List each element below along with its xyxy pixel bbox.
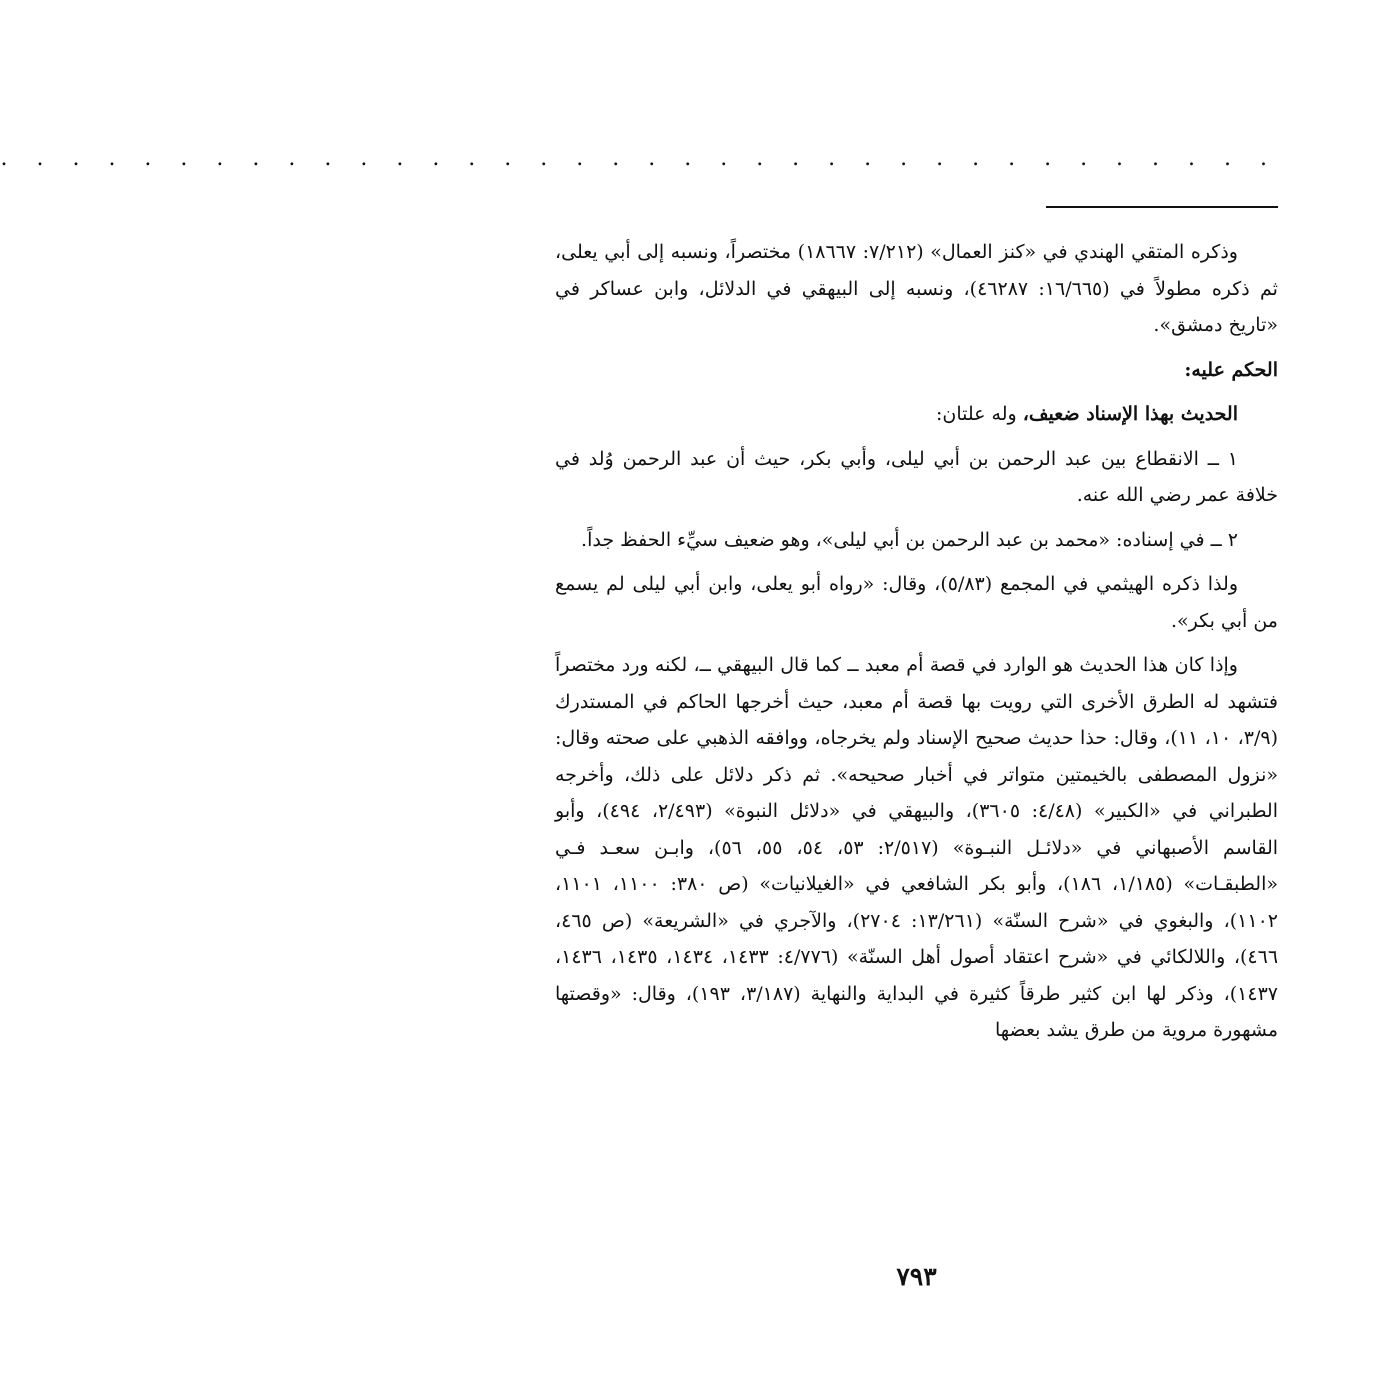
paragraph-reason-2: ٢ ــ في إسناده: «محمد بن عبد الرحمن بن أبي ليلى»، وهو ضعيف سيِّء الحفظ جداً. bbox=[581, 528, 1238, 551]
ruling-bold-text: الحديث بهذا الإسناد ضعيف، bbox=[1022, 403, 1238, 425]
paragraph-citation: وذكره المتقي الهندي في «كنز العمال» (٧/٢١٢: ١٨٦٦٧) مختصراً، ونسبه إلى أبي يعلى، ثم ذكره مطولاً في (١٦/٦٦٥: ٤٦٢٨٧)، ونسبه إلى البيهقي في الدلائل، وابن عساكر في «تاريخ دمشق». bbox=[555, 241, 1278, 336]
section-heading: الحكم عليه: bbox=[1184, 358, 1278, 381]
page-number: ٧٩٣ bbox=[896, 1262, 937, 1291]
dotted-separator: . . . . . . . . . . . . . . . . . . . . . . . . . . . . . . . . . . . . bbox=[0, 146, 1278, 171]
paragraph-ruling bbox=[555, 396, 1278, 433]
ruling-rest-text: وله علتان: bbox=[936, 403, 1023, 425]
paragraph-reason-1: ١ ــ الانقطاع بين عبد الرحمن بن أبي ليلى، وأبي بكر، حيث أن عبد الرحمن وُلد في خلافة عمر رضي الله عنه. bbox=[555, 447, 1278, 506]
paragraph-sources: وإذا كان هذا الحديث هو الوارد في قصة أم معبد ــ كما قال البيهقي ــ، لكنه ورد مختصراً فتشهد له الطرق الأخرى التي رويت بها قصة أم معبد، حيث أخرجها الحاكم في المستدرك (٣/٩، ١٠، ١١)، وقال: حذا حديث صحيح الإسناد ولم يخرجاه، ووافقه الذهبي على صحته وقال: «نزول المصطفى بالخيمتين متواتر في أخبار صحيحه». ثم ذكر دلائل على ذلك، وأخرجه الطبراني في «الكبير» (٤/٤٨: ٣٦٠٥)، والبيهقي في «دلائل النبوة» (٢/٤٩٣، ٤٩٤)، وأبو القاسم الأصبهاني في «دلائـل النبـوة» (٢/٥١٧: ٥٣، ٥٤، ٥٥، ٥٦)، وابـن سعـد فـي «الطبقـات» (١/١٨٥، ١٨٦)، وأبو بكر الشافعي في «الغيلانيات» (ص ٣٨٠: ١١٠٠، ١١٠١، ١١٠٢)، والبغوي في «شرح السنّة» (١٣/٢٦١: ٢٧٠٤)، والآجري في «الشريعة» (ص ٤٦٥، ٤٦٦)، واللالكائي في «شرح اعتقاد أصول أهل السنّة» (٤/٧٧٦: ١٤٣٣، ١٤٣٤، ١٤٣٥، ١٤٣٦، ١٤٣٧)، وذكر لها ابن كثير طرقاً كثيرة في البداية والنهاية (٣/١٨٧، ١٩٣)، وقال: «وقصتها مشهورة مروية من طرق يشد بعضها bbox=[555, 654, 1279, 1041]
paragraph-haythami: ولذا ذكره الهيثمي في المجمع (٥/٨٣)، وقال: «رواه أبو يعلى، وابن أبي ليلى لم يسمع من أبي بكر». bbox=[555, 573, 1278, 632]
footnote-rule bbox=[1046, 206, 1278, 208]
page-body bbox=[555, 234, 1278, 1057]
